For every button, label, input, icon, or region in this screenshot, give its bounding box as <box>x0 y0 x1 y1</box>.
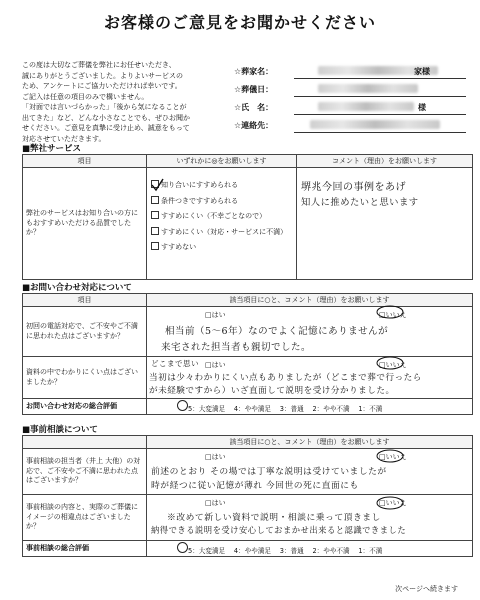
check-mark-icon <box>150 178 164 192</box>
intro-line: せください。ご意見を真摯に受け止め、誠意をもって <box>22 124 190 132</box>
inquiry-table <box>22 293 473 415</box>
underline <box>294 78 466 79</box>
rating-2[interactable]: 2：やや不満 <box>312 405 350 413</box>
option-label: すすめにくい（対応・サービスに不満） <box>161 227 288 236</box>
rating-scale[interactable] <box>147 399 473 415</box>
intro-text <box>22 60 222 144</box>
checkbox-icon[interactable] <box>151 196 159 204</box>
yes-option[interactable]: □はい <box>205 361 226 369</box>
rating-4[interactable]: 4：やや満足 <box>233 405 272 413</box>
underline <box>294 96 466 97</box>
answer-cell[interactable] <box>147 357 473 399</box>
name-field[interactable] <box>234 102 474 113</box>
rating-scale[interactable] <box>147 541 473 557</box>
answer-cell[interactable] <box>147 449 473 495</box>
funeral-date-label: ☆葬儀日： <box>234 85 274 94</box>
option-conditional[interactable] <box>147 194 296 210</box>
answer-cell[interactable] <box>147 307 473 357</box>
contact-label: ☆連絡先： <box>234 121 274 130</box>
family-name-label: ☆葬家名： <box>234 67 274 76</box>
handwritten-note: どこまで思い <box>151 359 199 368</box>
column-header-item: 項目 <box>23 294 147 307</box>
handwritten-comment: が未経験ですから）いざ直面して説明を受け分かりました。 <box>149 386 395 396</box>
intro-line: 誠にありがとうございました。よりよいサービスの <box>22 71 183 80</box>
checkbox-icon[interactable] <box>151 242 159 250</box>
handwritten-comment: 時が経つに従い記憶が薄れ 今回世の死に直面にも <box>151 481 359 491</box>
handwritten-comment: 納得できる説明を受け安心しておまかせ出来ると認識できました <box>151 525 407 535</box>
name-suffix: 様 <box>418 103 426 112</box>
no-option[interactable]: □いいえ <box>379 453 407 461</box>
contact-field[interactable] <box>234 120 474 131</box>
circled-mark-icon <box>177 400 188 411</box>
option-recommend[interactable] <box>147 178 296 194</box>
rating-5[interactable]: 5：大変満足 <box>188 405 226 413</box>
option-not-recommend[interactable] <box>147 240 296 256</box>
continue-next-page: 次ページへ続きます <box>395 585 458 593</box>
no-option[interactable]: □いいえ <box>379 311 407 319</box>
intro-line: ご記入は任意の項目のみで構いません。 <box>22 92 149 101</box>
option-hard-dissatisfied[interactable] <box>147 225 296 241</box>
redacted-name <box>318 102 414 111</box>
question-documents: 資料の中でわかりにくい点はございましたか？ <box>23 357 147 399</box>
overall-rating-label: 事前相談の総合評価 <box>23 541 147 557</box>
checkbox-icon[interactable] <box>151 211 159 219</box>
name-label: ☆氏 名： <box>234 103 274 112</box>
service-table <box>22 154 473 280</box>
handwritten-comment: 知人に推めたいと思います <box>301 197 419 208</box>
question-recommend: 弊社のサービスはお知り合いの方にもおすすめいただける品質でしたか？ <box>23 168 147 280</box>
yes-option[interactable]: □はい <box>205 311 226 319</box>
handwritten-comment: 相当前（5～6年）なのでよく記憶にありませんが <box>165 326 389 337</box>
circled-no-icon <box>375 449 405 463</box>
question-staff: 事前相談の担当者（井上 大他）の対応で、ご不安やご不満に思われた点はございますか？ <box>23 449 147 495</box>
answer-cell[interactable] <box>147 495 473 541</box>
column-header-blank <box>23 436 147 449</box>
column-header-answer: 該当項目に○と、コメント（理由）をお願いします <box>147 436 473 449</box>
column-header-choice: いずれかに◎をお願いします <box>147 155 297 168</box>
comment-cell[interactable] <box>297 168 473 280</box>
circled-no-icon <box>375 305 405 319</box>
question-image-gap: 事前相談の内容と、実際のご葬儀にイメージの相違点はございましたか？ <box>23 495 147 541</box>
option-hard-misfortune[interactable] <box>147 209 296 225</box>
consultation-table <box>22 435 473 557</box>
section-heading-consultation: ■事前相談について <box>22 425 98 435</box>
rating-3[interactable]: 3：普通 <box>279 405 304 413</box>
yes-option[interactable]: □はい <box>205 499 226 507</box>
family-suffix: 家様 <box>414 67 430 76</box>
circled-no-icon <box>375 356 405 370</box>
yes-option[interactable]: □はい <box>205 453 226 461</box>
underline <box>294 114 466 115</box>
no-option[interactable]: □いいえ <box>379 361 407 369</box>
funeral-date-field[interactable] <box>234 84 474 95</box>
question-first-call: 初回の電話対応で、ご不安やご不満に思われた点はございますか？ <box>23 307 147 357</box>
intro-line: 「対面では言いづらかった」「後から気になることが <box>22 103 187 111</box>
handwritten-comment: 当初は少々わかりにくい点もありましたが（どこまで葬で行ったら <box>149 373 422 383</box>
handwritten-comment: 前述のとおり その場では丁寧な説明は受けていましたが <box>151 467 387 477</box>
circled-mark-icon <box>177 542 188 553</box>
column-header-item: 項目 <box>23 155 147 168</box>
intro-line: 出てきた」など、どんな小さなことでも、ぜひお聞か <box>22 113 190 122</box>
option-label: 知り合いにすすめられる <box>161 181 239 189</box>
handwritten-comment: 来宅された担当者も親切でした。 <box>161 342 312 353</box>
redacted-contact <box>310 120 440 129</box>
rating-1[interactable]: 1：不満 <box>358 405 383 413</box>
option-label: すすめにくい（不幸ごとなので） <box>161 212 267 220</box>
family-name-field[interactable] <box>234 66 474 77</box>
circled-no-icon <box>375 496 405 510</box>
option-label: 条件つきですすめられる <box>161 196 239 205</box>
intro-line: この度は大切なご葬儀を弊社にお任せいただき、 <box>22 61 176 69</box>
overall-rating-label: お問い合わせ対応の総合評価 <box>23 399 147 415</box>
rating-2[interactable]: 2：やや不満 <box>312 547 350 555</box>
rating-1[interactable]: 1：不満 <box>358 547 383 555</box>
rating-5[interactable]: 5：大変満足 <box>188 547 226 555</box>
underline <box>294 132 466 133</box>
redacted-funeral-date <box>318 84 418 93</box>
section-heading-inquiry: ■お問い合わせ対応について <box>22 283 132 293</box>
section-heading-service: ■弊社サービス <box>22 144 82 154</box>
handwritten-comment: ※改めて新しい資料で説明・相談に乗って頂きまし <box>167 513 381 523</box>
column-header-answer: 該当項目に○と、コメント（理由）をお願いします <box>147 294 473 307</box>
handwritten-comment: 堺兆今回の事例をあげ <box>301 182 406 193</box>
intro-line: 対応させていただきます。 <box>22 134 106 143</box>
checkbox-icon[interactable] <box>151 227 159 235</box>
no-option[interactable]: □いいえ <box>379 499 407 507</box>
page-title: お客様のご意見をお聞かせください <box>103 13 376 32</box>
rating-4[interactable]: 4：やや満足 <box>233 547 272 555</box>
column-header-comment: コメント（理由）をお願いします <box>297 155 473 168</box>
intro-line: ため、アンケートにご協力いただければ幸いです。 <box>22 82 182 90</box>
option-label: すすめない <box>161 243 197 251</box>
rating-3[interactable]: 3：普通 <box>279 547 304 555</box>
